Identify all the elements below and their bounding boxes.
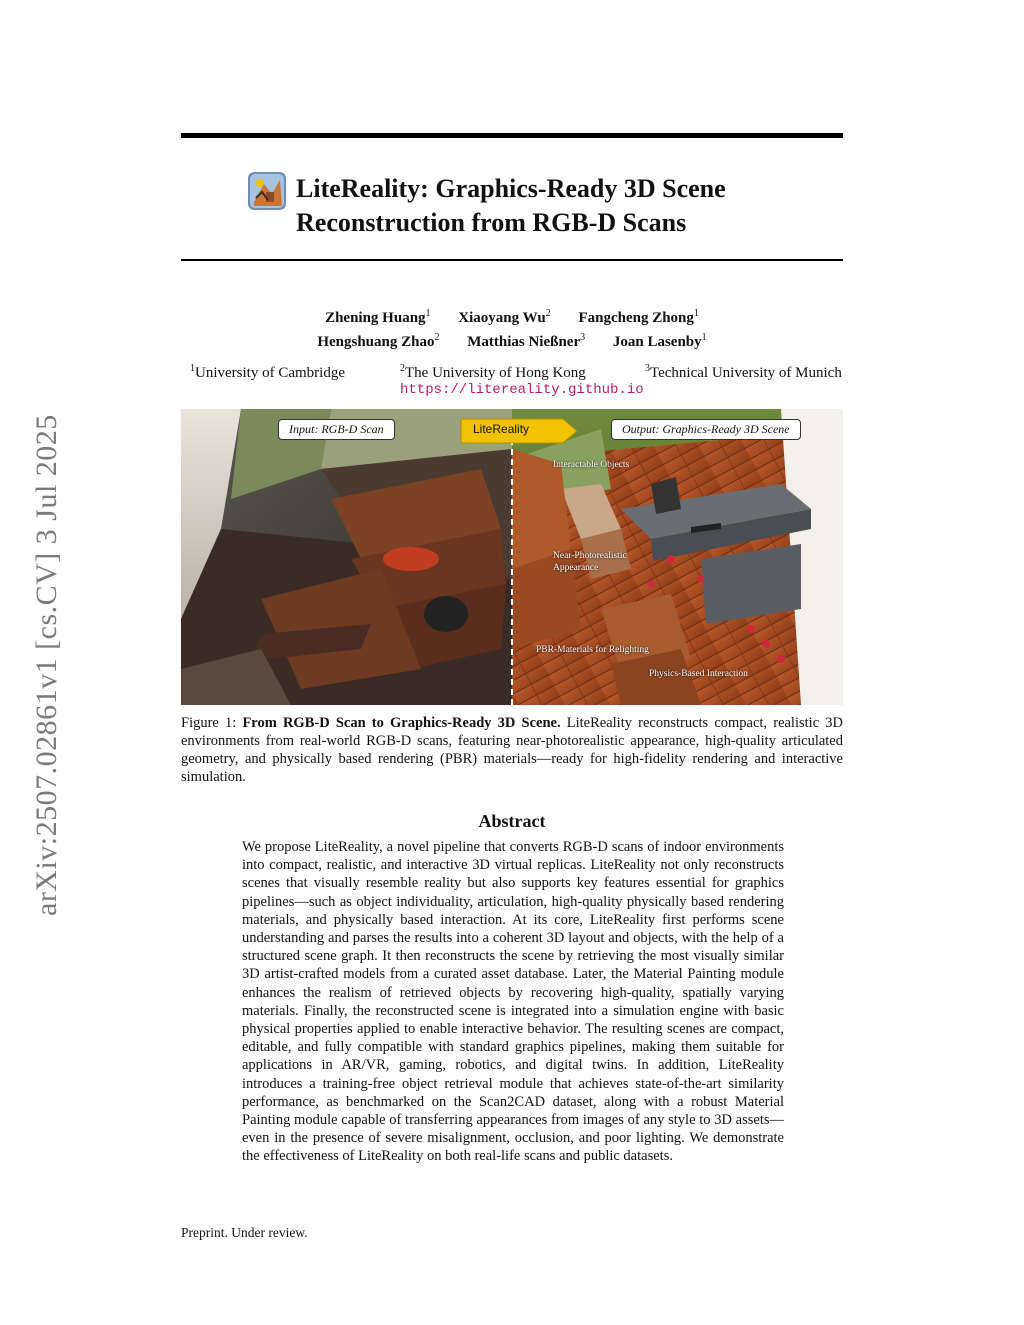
teaser-figure-image: [181, 409, 843, 705]
abstract-heading: Abstract: [478, 811, 546, 831]
annotation-appearance: Appearance: [553, 563, 599, 573]
author: Matthias Nießner$^3$: [467, 332, 586, 350]
author: Hengshuang Zhao$^2$: [317, 332, 440, 350]
title-rule-bottom: [181, 259, 843, 261]
paper-title-line-2: Reconstruction from RGB-D Scans: [296, 208, 687, 237]
annotation-interactable-objects: Interactable Objects: [553, 460, 630, 470]
litereality-arrow-label: LiteReality: [473, 422, 530, 436]
author: Zhening Huang$^1$: [325, 308, 431, 326]
affiliation: $^3$Technical University of Munich: [645, 363, 842, 381]
caption-text: LiteReality reconstructs compact, realistic 3D environments from real-world RGB-D scans, featuring near-photorealistic appearance, high-quality articulated geometry, and physically based rendering (PBR) materials—ready for high-fidelity rendering and interactive simulation.: [181, 715, 844, 785]
author-list: [181, 304, 843, 352]
figure-caption: [181, 714, 843, 786]
footer-note: Preprint. Under review.: [181, 1225, 308, 1240]
teaser-figure: [181, 409, 843, 705]
affiliation: $^1$University of Cambridge: [190, 363, 345, 381]
caption-bold-title: From RGB-D Scan to Graphics-Ready 3D Scene.: [242, 715, 561, 731]
project-url-link[interactable]: https://litereality.github.io: [400, 382, 644, 398]
output-label: Output: Graphics-Ready 3D Scene: [611, 419, 801, 440]
paper-title-line-1: LiteReality: Graphics-Ready 3D Scene: [296, 174, 726, 203]
arxiv-identifier: arXiv:2507.02861v1 [cs.CV] 3 Jul 2025: [30, 414, 63, 916]
annotation-pbr-materials: PBR-Materials for Relighting: [536, 645, 649, 655]
affiliation: $^2$The University of Hong Kong: [400, 363, 586, 381]
paper-title: [296, 172, 726, 240]
abstract-body: We propose LiteReality, a novel pipeline that converts RGB-D scans of indoor environments into compact, realistic, and interactive 3D virtual replicas. LiteReality not only reconstructs scenes that visually resemble reality but also supports key features essential for graphics pipelines—such as object individuality, articulation, high-quality physically based rendering materials, and physically based interaction. At its core, LiteReality first performs scene understanding and parses the results into a coherent 3D layout and objects, with the help of a structured scene graph. It then reconstructs the scene by retrieving the most visually similar 3D artist-crafted models from a curated asset database. Later, the Material Painting module enhances the realism of retrieved objects by recovering high-quality, spatially varying materials. Finally, the reconstructed scene is integrated into a simulation engine with basic physical properties applied to enable interactive behavior. The resulting scenes are compact, editable, and fully compatible with standard graphics pipelines, making them suitable for applications in AR/VR, gaming, robotics, and digital twins. In addition, LiteReality introduces a training-free object retrieval module that achieves state-of-the-art similarity performance, as benchmarked on the Scan2CAD dataset, along with a robust Material Painting module capable of transferring appearances from images of any style to 3D assets—even in the presence of severe misalignment, occlusion, and poor lighting. We demonstrate the effectiveness of LiteReality on both real-life scans and public datasets.: [242, 839, 784, 1165]
annotation-near-photorealistic: Near-Photorealistic: [553, 551, 627, 561]
author: Xiaoyang Wu$^2$: [458, 308, 551, 326]
author: Fangcheng Zhong$^1$: [578, 308, 699, 326]
project-logo-icon: [248, 172, 286, 210]
caption-prefix: Figure 1:: [181, 715, 243, 731]
author: Joan Lasenby$^1$: [612, 332, 707, 350]
title-rule-top: [181, 133, 843, 138]
annotation-physics-interaction: Physics-Based Interaction: [649, 669, 748, 679]
input-label: Input: RGB-D Scan: [278, 419, 395, 440]
